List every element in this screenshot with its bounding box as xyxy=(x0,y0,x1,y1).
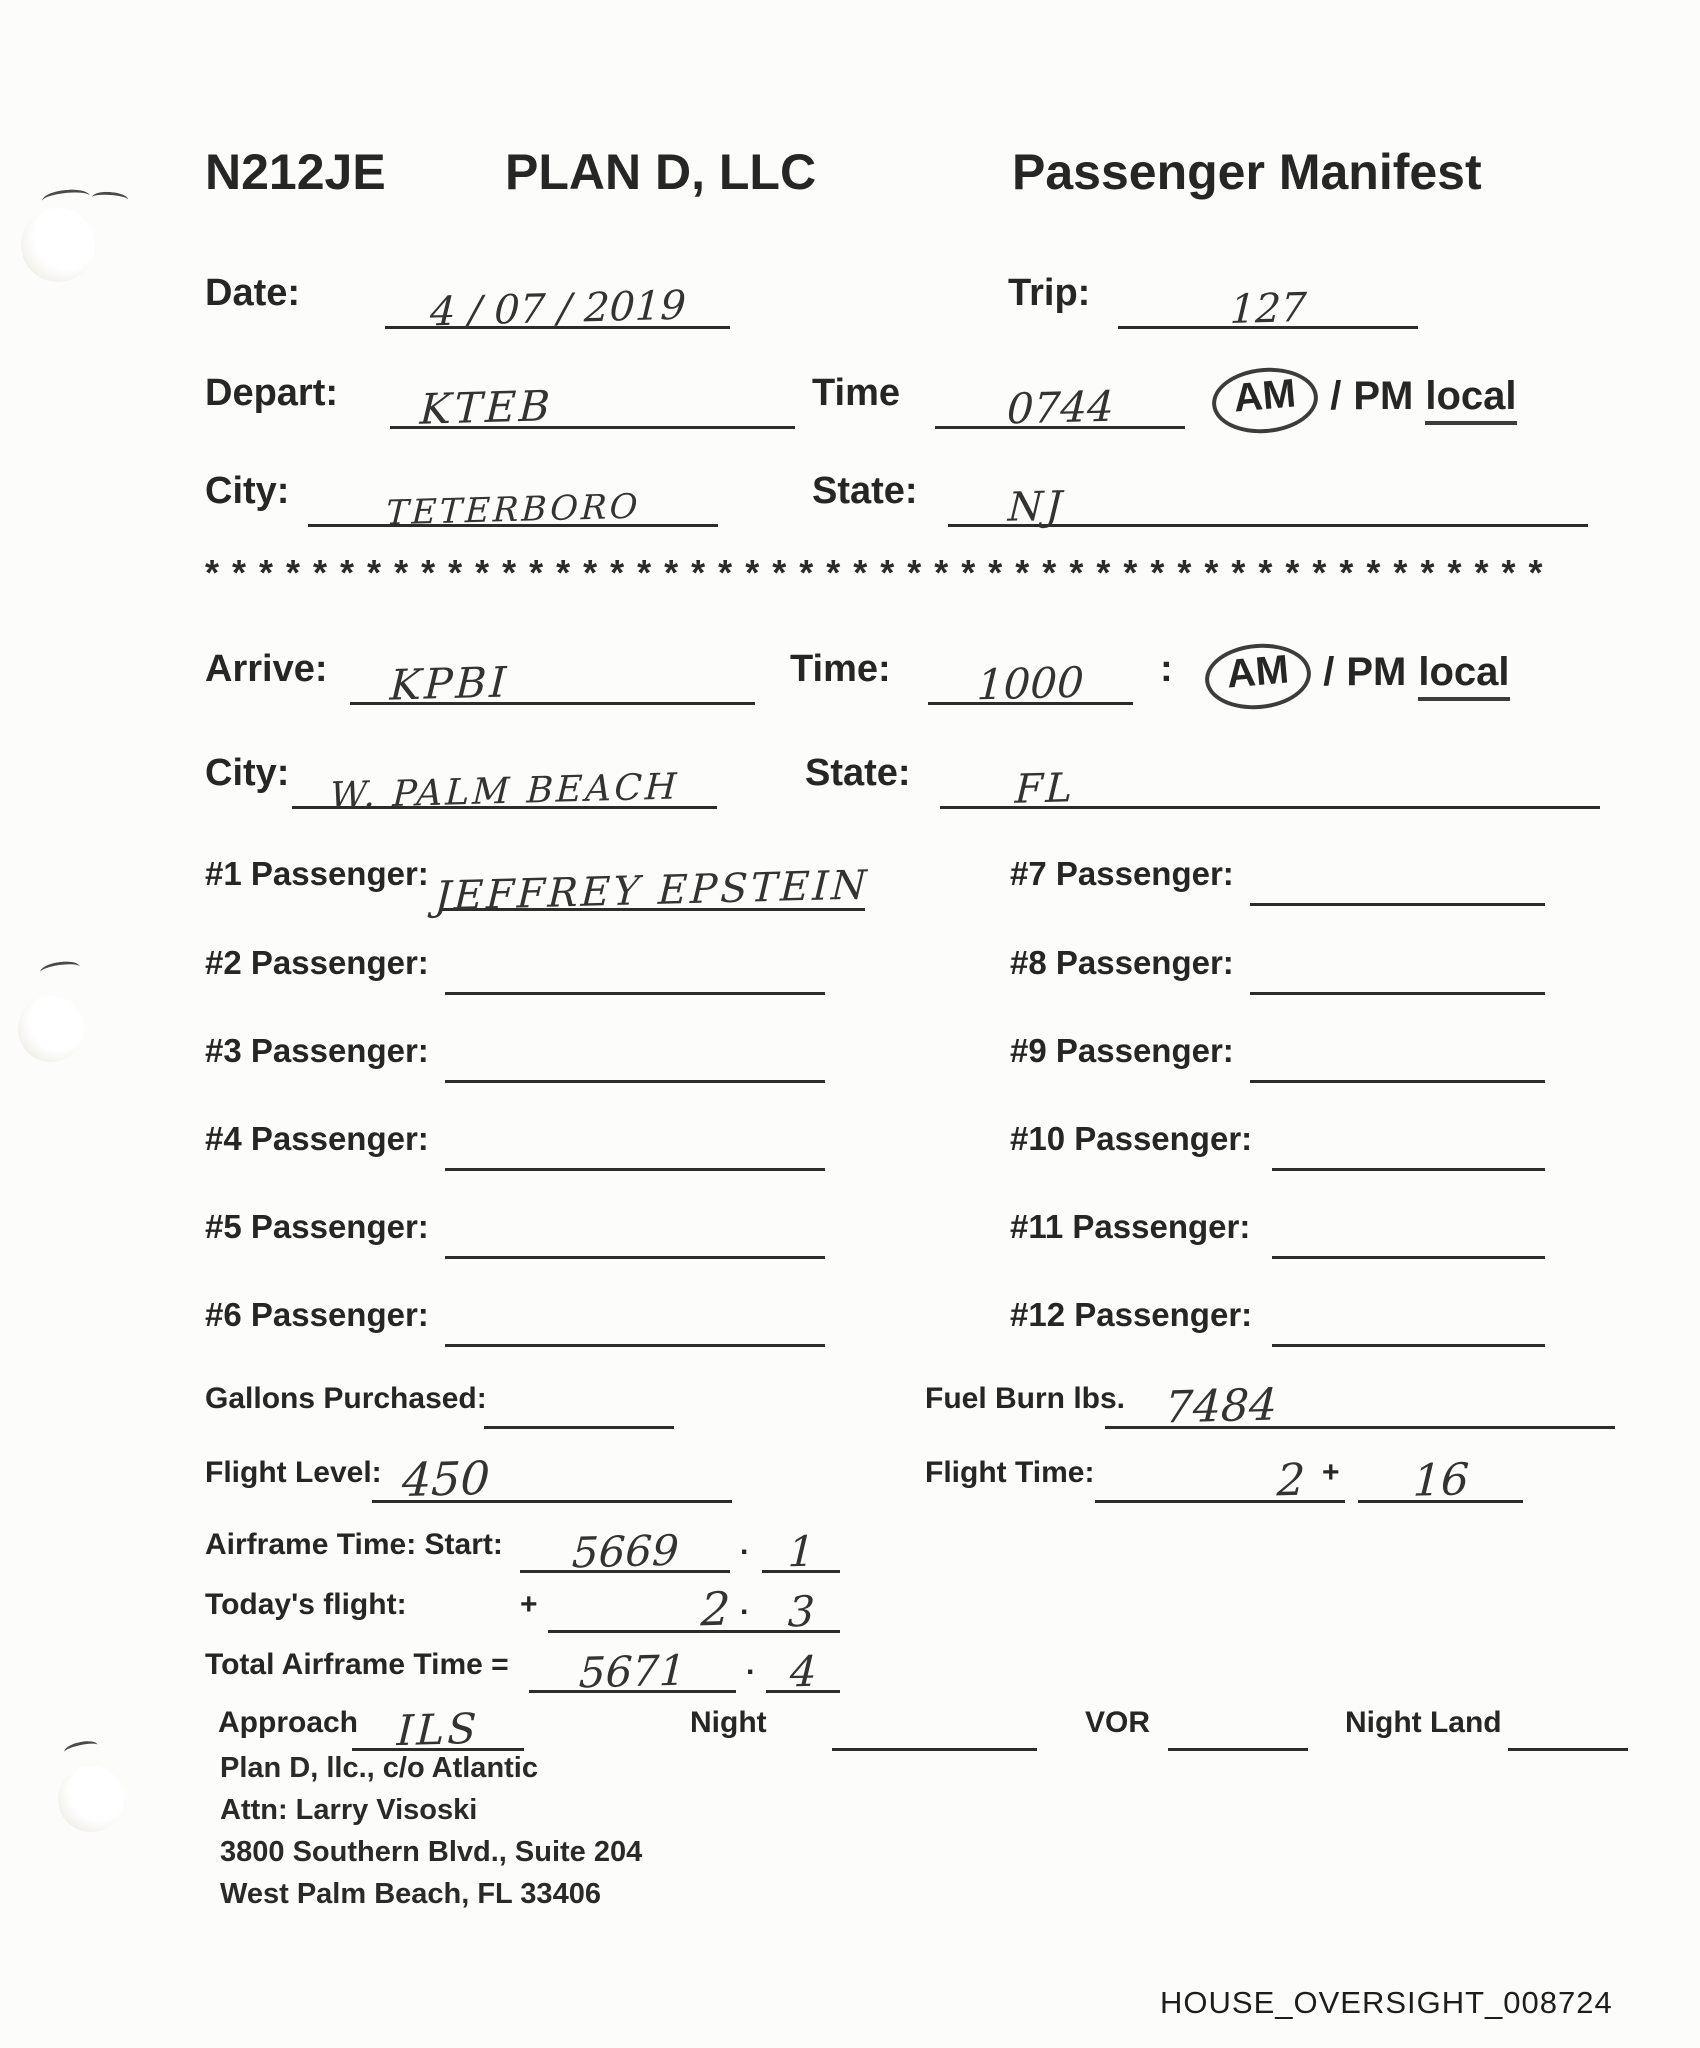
flight-level-value: 450 xyxy=(400,1450,491,1508)
passenger-8-field xyxy=(1250,937,1545,995)
passenger-1-field xyxy=(434,848,871,920)
flight-time-label: Flight Time: xyxy=(925,1456,1095,1489)
am-option: AM xyxy=(1224,647,1291,697)
vor-label: VOR xyxy=(1085,1706,1151,1739)
approach-value: ILS xyxy=(395,1703,481,1756)
passenger-7-field xyxy=(1250,848,1545,906)
bates-number: HOUSE_OVERSIGHT_008724 xyxy=(1160,1985,1613,2020)
passenger-1-label: #1 Passenger: xyxy=(205,855,429,892)
hole-punch xyxy=(18,996,84,1062)
ampm-slash: / xyxy=(1330,374,1342,418)
ampm-slash: / xyxy=(1323,650,1335,694)
depart-city-value: TETERBORO xyxy=(384,486,642,534)
depart-ampm-group xyxy=(1212,368,1517,433)
am-circled xyxy=(1209,363,1320,437)
passenger-7-label: #7 Passenger: xyxy=(1010,855,1234,892)
total-airframe-label: Total Airframe Time = xyxy=(205,1648,509,1681)
flight-level-label: Flight Level: xyxy=(205,1456,382,1489)
date-label: Date: xyxy=(205,272,301,314)
tail-number: N212JE xyxy=(205,144,386,200)
am-option: AM xyxy=(1231,371,1298,421)
hole-punch xyxy=(58,1766,124,1832)
passenger-9-field xyxy=(1250,1025,1545,1083)
depart-state-value: NJ xyxy=(1007,483,1067,531)
todays-flight-dot: . xyxy=(740,1588,749,1621)
date-field xyxy=(385,268,730,336)
passenger-10-field xyxy=(1272,1113,1545,1171)
am-circled xyxy=(1202,639,1313,713)
depart-time-value: 0744 xyxy=(1005,381,1115,434)
fuel-burn-field xyxy=(1105,1370,1615,1434)
flight-time-plus: + xyxy=(1322,1456,1340,1489)
passenger-2-field xyxy=(445,937,825,995)
arrive-city-field xyxy=(292,746,717,817)
trip-field xyxy=(1118,268,1418,334)
flight-time-hours-value: 2 xyxy=(1275,1454,1307,1507)
todays-flight-plus: + xyxy=(520,1588,538,1621)
pen-mark xyxy=(92,191,129,206)
arrive-time-field xyxy=(928,642,1133,710)
passenger-10-label: #10 Passenger: xyxy=(1010,1120,1253,1157)
total-airframe-frac-value: 4 xyxy=(788,1646,818,1697)
passenger-4-label: #4 Passenger: xyxy=(205,1120,429,1157)
passenger-11-field xyxy=(1272,1201,1545,1259)
flight-time-hours-field xyxy=(1095,1444,1345,1507)
night-land-label: Night Land xyxy=(1345,1706,1502,1739)
depart-airport-field xyxy=(390,366,795,434)
total-airframe-frac-field xyxy=(766,1636,840,1697)
airframe-start-label: Airframe Time: Start: xyxy=(205,1528,503,1561)
depart-label: Depart: xyxy=(205,372,339,414)
night-land-field xyxy=(1508,1700,1628,1751)
depart-city-field xyxy=(308,464,718,534)
trip-value: 127 xyxy=(1228,284,1308,334)
hole-punch xyxy=(21,208,95,282)
depart-time-label: Time xyxy=(812,372,901,414)
arrive-state-value: FL xyxy=(1014,765,1077,813)
arrive-ampm-group xyxy=(1205,644,1510,709)
address-line-2: Attn: Larry Visoski xyxy=(220,1794,478,1826)
arrive-airport-value: KPBI xyxy=(388,657,511,710)
todays-flight-whole-field xyxy=(548,1576,765,1637)
date-value: 4 / 07 / 2019 xyxy=(428,282,687,336)
airframe-start-whole-field xyxy=(520,1516,730,1578)
arrive-airport-field xyxy=(350,642,755,710)
depart-state-field xyxy=(948,464,1588,531)
passenger-8-label: #8 Passenger: xyxy=(1010,944,1234,981)
flight-level-field xyxy=(372,1444,732,1508)
address-line-3: 3800 Southern Blvd., Suite 204 xyxy=(220,1836,643,1868)
passenger-3-label: #3 Passenger: xyxy=(205,1032,429,1069)
fuel-burn-value: 7484 xyxy=(1163,1379,1279,1434)
airframe-start-frac-value: 1 xyxy=(786,1526,816,1577)
airframe-start-dot: . xyxy=(740,1528,749,1561)
section-separator: ************************************************** xyxy=(205,552,1556,593)
depart-state-label: State: xyxy=(812,470,918,512)
local-label: local xyxy=(1425,374,1516,425)
night-label: Night xyxy=(690,1706,767,1739)
arrive-state-field xyxy=(940,746,1600,813)
passenger-6-label: #6 Passenger: xyxy=(205,1296,429,1333)
approach-field xyxy=(352,1694,524,1756)
total-airframe-dot: . xyxy=(746,1648,755,1681)
arrive-state-label: State: xyxy=(805,752,911,794)
address-line-1: Plan D, llc., c/o Atlantic xyxy=(220,1752,538,1784)
passenger-6-field xyxy=(445,1289,825,1347)
todays-flight-frac-field xyxy=(762,1576,840,1637)
trip-label: Trip: xyxy=(1008,272,1091,314)
pen-mark xyxy=(41,188,91,210)
passenger-5-field xyxy=(445,1201,825,1259)
passenger-12-label: #12 Passenger: xyxy=(1010,1296,1253,1333)
passenger-5-label: #5 Passenger: xyxy=(205,1208,429,1245)
passenger-4-field xyxy=(445,1113,825,1171)
arrive-city-value: W. PALM BEACH xyxy=(328,766,681,817)
arrive-time-colon: : xyxy=(1160,648,1173,690)
arrive-city-label: City: xyxy=(205,752,290,794)
total-airframe-whole-field xyxy=(529,1636,736,1698)
depart-airport-value: KTEB xyxy=(418,381,554,434)
fuel-burn-label: Fuel Burn lbs. xyxy=(925,1382,1126,1415)
depart-city-label: City: xyxy=(205,470,290,512)
address-line-4: West Palm Beach, FL 33406 xyxy=(220,1878,601,1910)
gallons-purchased-field xyxy=(484,1376,674,1429)
pen-mark xyxy=(63,1739,99,1759)
company-name: PLAN D, LLC xyxy=(505,144,817,200)
todays-flight-label: Today's flight: xyxy=(205,1588,407,1621)
flight-time-minutes-field xyxy=(1358,1444,1523,1507)
night-field xyxy=(832,1700,1037,1751)
arrive-time-label: Time: xyxy=(790,648,891,690)
arrive-time-value: 1000 xyxy=(975,657,1085,710)
airframe-start-frac-field xyxy=(762,1516,840,1577)
arrive-label: Arrive: xyxy=(205,648,328,690)
passenger-11-label: #11 Passenger: xyxy=(1010,1208,1251,1245)
pm-option: PM xyxy=(1353,374,1414,418)
passenger-2-label: #2 Passenger: xyxy=(205,944,429,981)
todays-flight-whole-value: 2 xyxy=(699,1581,732,1637)
approach-label: Approach xyxy=(218,1706,359,1739)
vor-field xyxy=(1168,1700,1308,1751)
todays-flight-frac-value: 3 xyxy=(786,1586,816,1637)
page-title: Passenger Manifest xyxy=(1012,144,1482,200)
total-airframe-whole-value: 5671 xyxy=(577,1645,687,1698)
passenger-3-field xyxy=(445,1025,825,1083)
gallons-purchased-label: Gallons Purchased: xyxy=(205,1382,487,1415)
pen-mark xyxy=(39,959,81,979)
pm-option: PM xyxy=(1346,650,1407,694)
airframe-start-whole-value: 5669 xyxy=(570,1525,680,1578)
passenger-9-label: #9 Passenger: xyxy=(1010,1032,1234,1069)
flight-time-minutes-value: 16 xyxy=(1411,1454,1470,1507)
passenger-12-field xyxy=(1272,1289,1545,1347)
passenger-1-value: JEFFREY EPSTEIN xyxy=(434,862,871,920)
depart-time-field xyxy=(935,366,1185,434)
local-label: local xyxy=(1418,650,1509,701)
